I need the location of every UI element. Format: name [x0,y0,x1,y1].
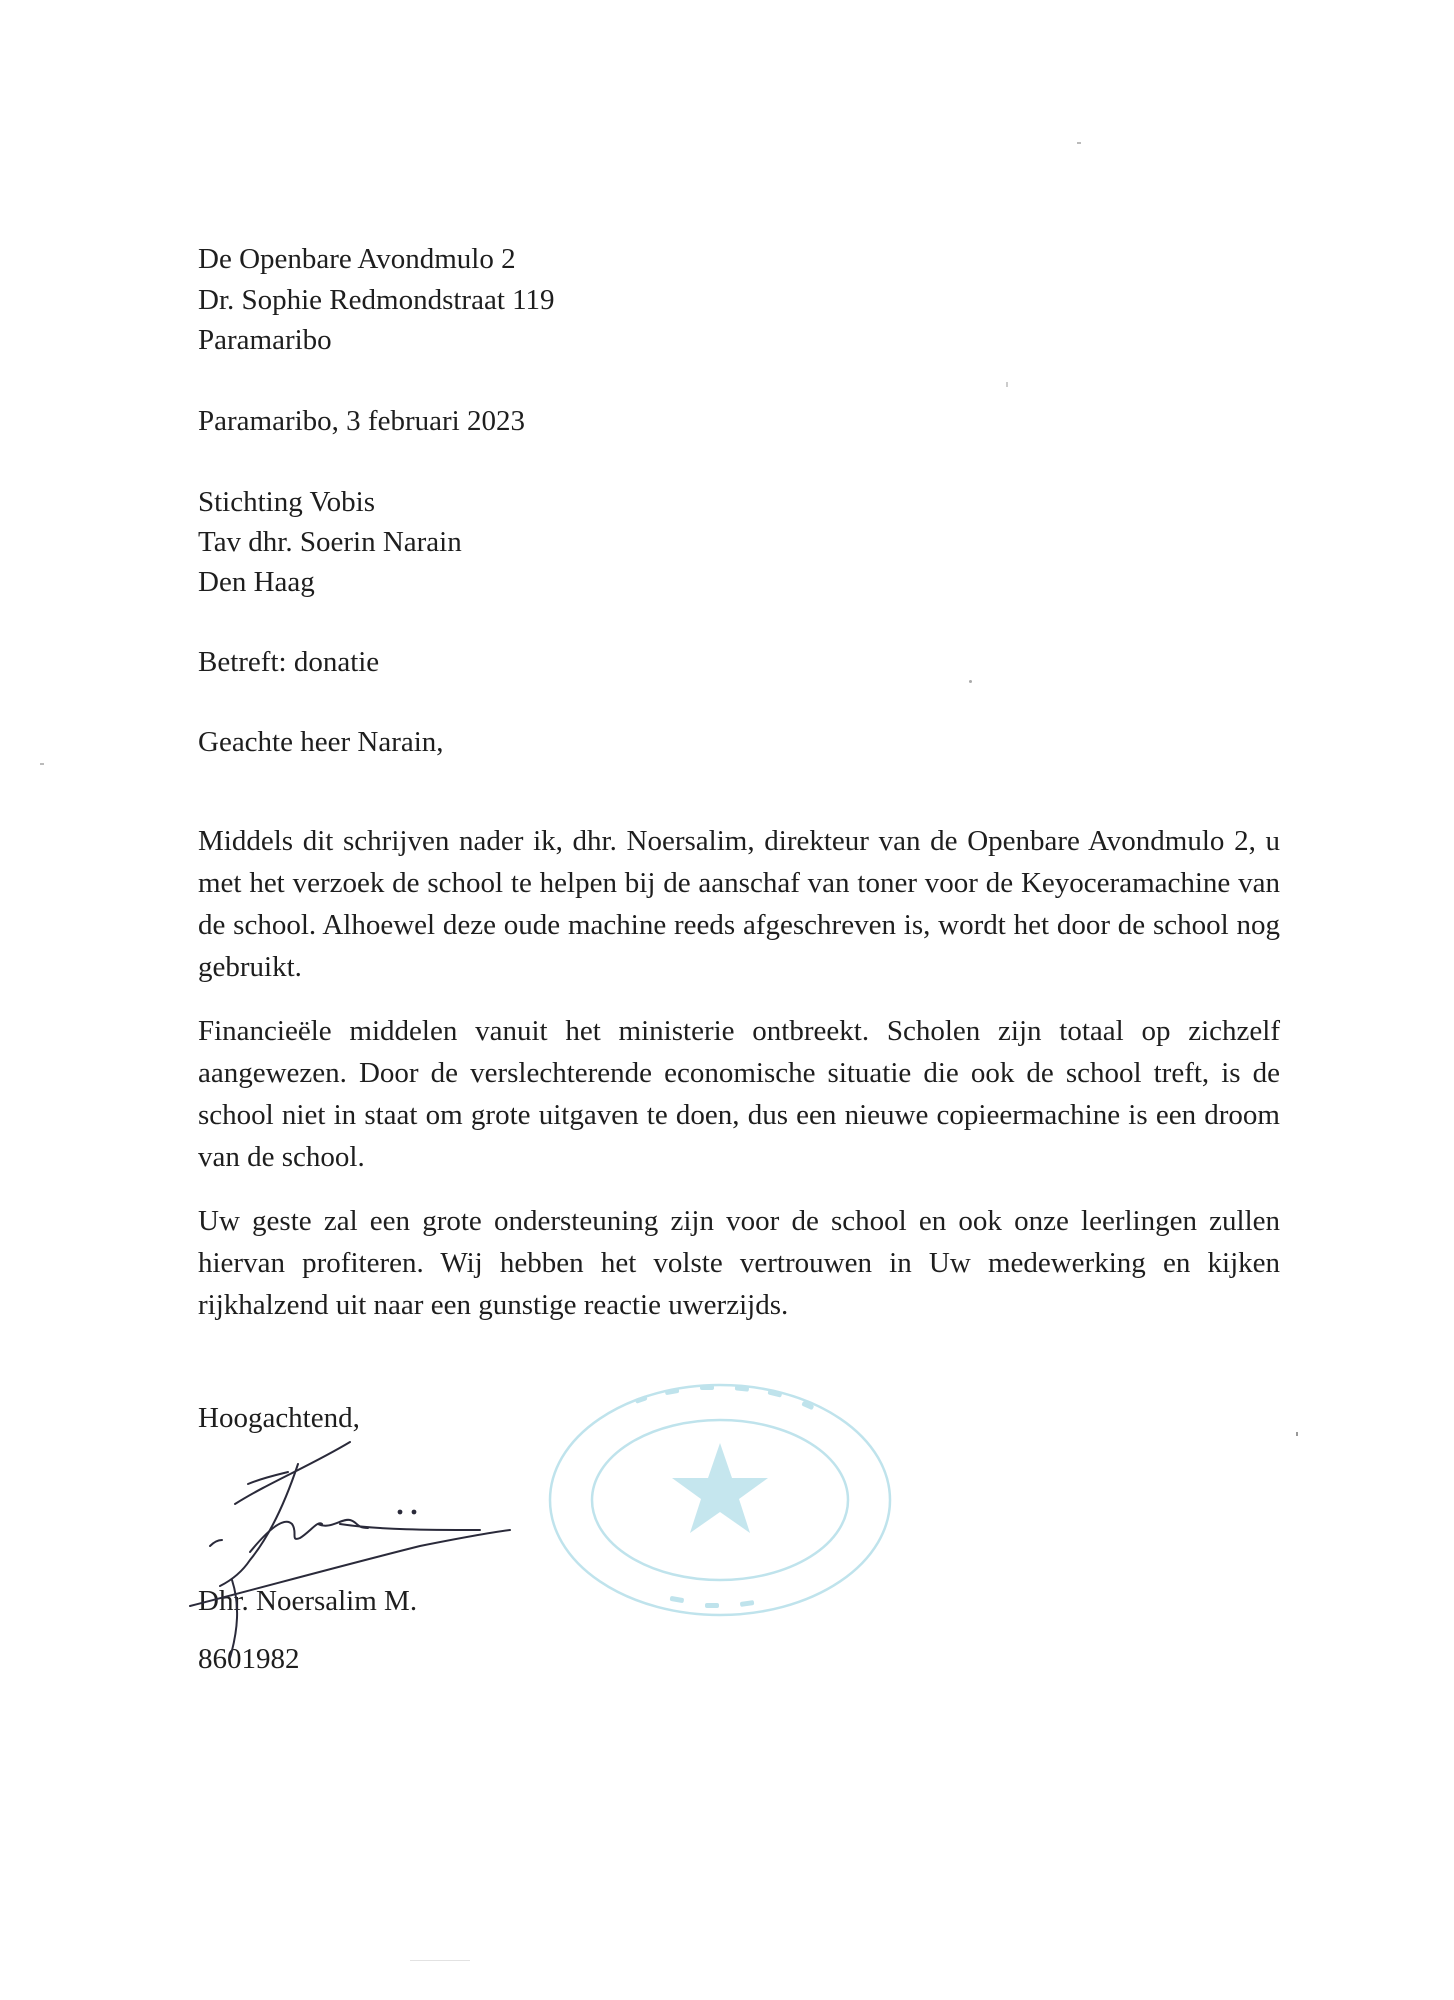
scan-speck [1296,1432,1298,1436]
closing: Hoogachtend, [198,1402,360,1434]
scan-speck [1006,382,1008,387]
scan-speck [1077,142,1081,144]
school-stamp [540,1375,900,1625]
date-line: Paramaribo, 3 februari 2023 [198,405,525,437]
handwritten-signature [180,1420,520,1660]
body-paragraph: Uw geste zal een grote ondersteuning zijn voor de school en ook onze leerlingen zullen hiervan profiteren. Wij hebben het volste vertrouwen in Uw medewerking en kijken rijkhalzend uit naar een gunstige reactie uwerzijds. [198,1205,1280,1321]
signatory-name: Dhr. Noersalim M. [198,1585,418,1617]
signatory-number: 8601982 [198,1643,300,1675]
sender-city: Paramaribo [198,324,332,356]
body-paragraph: Middels dit schrijven nader ik, dhr. Noersalim, direkteur van de Openbare Avondmulo 2, u met het verzoek de school te helpen bij de aanschaf van toner voor de Keyoceramachine van de school. Alhoewel deze oude machine reeds afgeschreven is, wordt het door de school nog gebruikt. [198,825,1280,983]
salutation: Geachte heer Narain, [198,726,444,758]
scan-speck [969,680,972,683]
recipient-organization: Stichting Vobis [198,486,376,518]
sender-street: Dr. Sophie Redmondstraat 119 [198,284,555,316]
recipient-attention: Tav dhr. Soerin Narain [198,526,462,558]
sender-name: De Openbare Avondmulo 2 [198,243,516,275]
subject-line: Betreft: donatie [198,646,380,678]
scan-speck [40,763,44,765]
star-icon [672,1443,768,1533]
body-paragraph: Financieële middelen vanuit het ministerie ontbreekt. Scholen zijn totaal op zichzelf aangewezen. Door de verslechterende economische situatie die ook de school treft, is de school niet in staat om grote uitgaven te doen, dus een nieuwe copieermachine is een droom van de school. [198,1015,1280,1173]
recipient-city: Den Haag [198,566,315,598]
scan-speck [410,1960,470,1961]
